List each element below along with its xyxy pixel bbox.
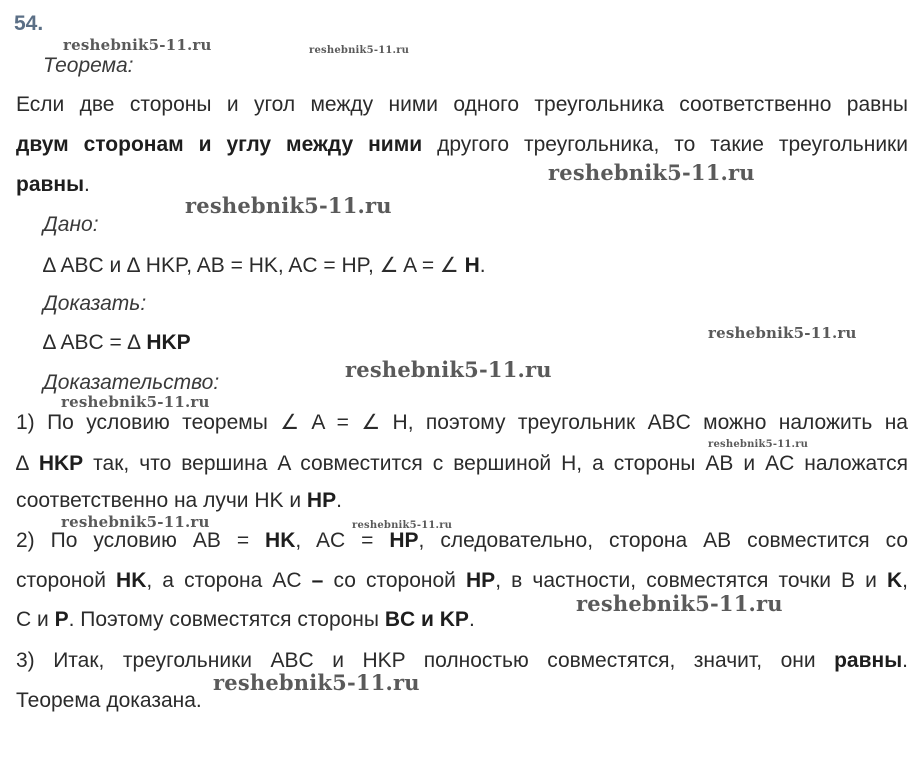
watermark: reshebnik5-11.ru xyxy=(352,520,453,531)
watermark: reshebnik5-11.ru xyxy=(63,36,212,54)
step1-line-3: соответственно на лучи HK и HP. xyxy=(16,489,342,512)
watermark: reshebnik5-11.ru xyxy=(185,193,392,218)
watermark: reshebnik5-11.ru xyxy=(309,45,410,56)
theorem-line-1: Если две стороны и угол между ними одного треугольника соответственно равны xyxy=(16,93,908,116)
theorem-label: Теорема: xyxy=(43,54,134,77)
exercise-number: 54. xyxy=(14,12,44,35)
step2-line-2: стороной HK, а сторона AC – со стороной HP, в частности, совместятся точки B и K, xyxy=(16,569,908,592)
prove-text: ∆ ABC = ∆ HKP xyxy=(43,331,191,354)
prove-label: Доказать: xyxy=(43,292,147,315)
watermark: reshebnik5-11.ru xyxy=(548,160,755,185)
watermark: reshebnik5-11.ru xyxy=(345,357,552,382)
watermark: reshebnik5-11.ru xyxy=(61,393,210,411)
step2-line-1: 2) По условию AB = HK, AC = HP, следовательно, сторона AB совместится со xyxy=(16,529,908,552)
theorem-line-2: двум сторонам и углу между ними другого треугольника, то такие треугольники xyxy=(16,133,908,156)
proof-label: Доказательство: xyxy=(43,371,220,394)
given-label: Дано: xyxy=(43,213,99,236)
step1-line-1: 1) По условию теоремы ∠ A = ∠ H, поэтому треугольник ABC можно наложить на xyxy=(16,411,908,434)
watermark: reshebnik5-11.ru xyxy=(576,591,783,616)
watermark: reshebnik5-11.ru xyxy=(61,513,210,531)
step1-line-2: ∆ HKP так, что вершина A совместится с вершиной H, а стороны AB и AC наложатся xyxy=(16,452,908,475)
given-text: ∆ ABC и ∆ HKP, AB = HK, AC = HP, ∠ A = ∠ H. xyxy=(43,254,486,277)
step3-line-1: 3) Итак, треугольники ABC и HKP полностью совместятся, значит, они равны. xyxy=(16,649,908,672)
watermark: reshebnik5-11.ru xyxy=(708,324,857,342)
step2-line-3: C и P. Поэтому совместятся стороны BC и KP. xyxy=(16,608,475,631)
theorem-line-3: равны. xyxy=(16,173,90,196)
watermark: reshebnik5-11.ru xyxy=(708,439,809,450)
step3-line-2: Теорема доказана. xyxy=(16,689,202,712)
watermark: reshebnik5-11.ru xyxy=(213,670,420,695)
